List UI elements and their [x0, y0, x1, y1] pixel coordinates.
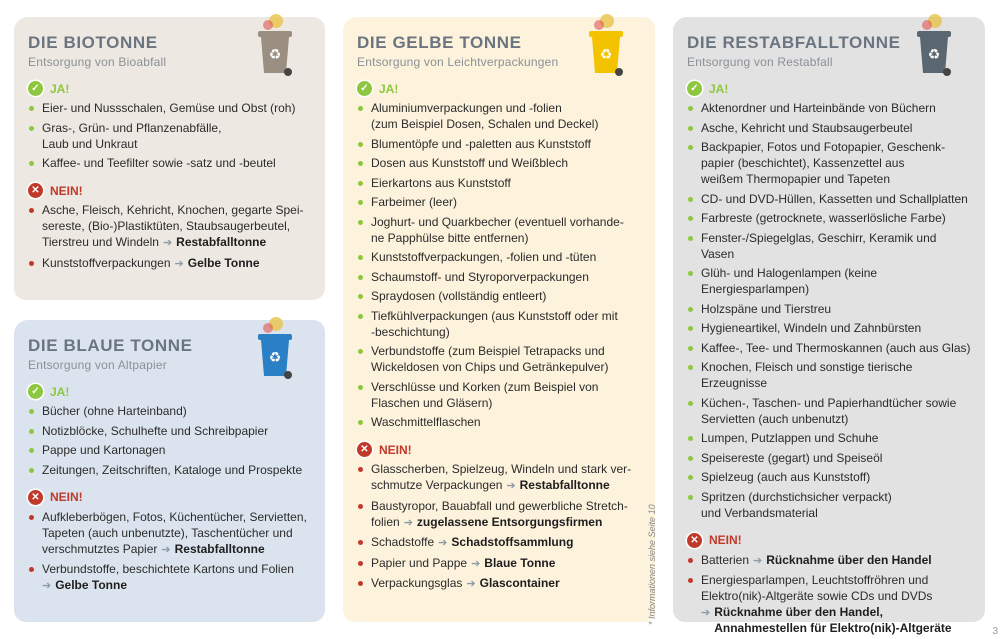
- list-item: [687, 359, 971, 391]
- item-text: Kaffee- und Teefilter sowie -satz und -beutel: [42, 156, 276, 170]
- item-text: Asche, Kehricht und Staubsaugerbeutel: [701, 120, 913, 135]
- ja-label: JA!: [50, 81, 70, 96]
- side-note: * Informationen siehe Seite 10: [647, 504, 657, 625]
- list-item: [687, 395, 971, 427]
- item-text: Spraydosen (vollständig entleert): [371, 289, 547, 303]
- list-item: [28, 155, 311, 171]
- item-text: Verpackungsglas: [371, 576, 463, 590]
- item-text: Aufkleberbögen, Fotos, Küchentücher, Servietten, Tapeten (auch unbenutzte), Taschentücher und verschmutztes Papier: [42, 509, 307, 556]
- list-item: [357, 214, 641, 246]
- ja-list: [28, 100, 311, 171]
- item-text: Verbundstoffe (zum Beispiel Tetrapacks und Wickeldosen von Chips und Getränkepulver): [371, 344, 609, 374]
- item-text: Waschmittelflaschen: [371, 415, 481, 429]
- item-text: Lumpen, Putzlappen und Schuhe: [701, 431, 879, 445]
- cross-icon: ✕: [357, 442, 372, 457]
- list-item: [28, 403, 311, 419]
- list-item: [357, 136, 641, 152]
- item-text: Dosen aus Kunststoff und Weißblech: [371, 156, 569, 170]
- list-item: [357, 288, 641, 304]
- waste-bin-icon: [252, 9, 298, 79]
- nein-heading: [687, 533, 971, 548]
- arrow-icon: ➔: [506, 480, 516, 492]
- ja-label: JA!: [709, 81, 729, 96]
- waste-bin-icon: [911, 9, 957, 79]
- item-target: Rücknahme über den Handel: [766, 552, 932, 567]
- item-text: Küchen-, Taschen- und Papierhandtücher sowie Servietten (auch unbenutzt): [701, 395, 957, 426]
- item-target: Glascontainer: [479, 576, 560, 590]
- arrow-icon: ➔: [471, 557, 481, 570]
- list-item: [357, 534, 641, 551]
- list-item: [357, 194, 641, 210]
- list-item: [28, 462, 311, 478]
- list-item: [357, 461, 641, 494]
- ja-heading: [687, 81, 971, 96]
- item-text: Glasscherben, Spielzeug, Windeln und stark ver- schmutze Verpackungen: [371, 462, 632, 492]
- list-item: [687, 120, 971, 136]
- nein-list: [28, 509, 311, 595]
- list-item: [357, 498, 641, 531]
- check-icon: ✓: [687, 81, 702, 96]
- item-text: Kunststoffverpackungen: [42, 255, 171, 270]
- arrow-icon: ➔: [466, 578, 476, 590]
- list-item: [28, 423, 311, 439]
- svg-text:♻: ♻: [927, 46, 941, 62]
- bin-subtitle: Entsorgung von Restabfall: [687, 55, 833, 69]
- list-item: [687, 469, 971, 485]
- bin-title: DIE BIOTONNE: [28, 33, 158, 52]
- item-target: Restabfalltonne: [519, 478, 610, 492]
- nein-label: NEIN!: [50, 183, 83, 198]
- list-item: [28, 509, 311, 558]
- check-icon: ✓: [28, 384, 43, 399]
- list-item: [687, 265, 971, 297]
- list-item: [357, 379, 641, 411]
- svg-text:♻: ♻: [268, 46, 282, 62]
- item-text: Eierkartons aus Kunststoff: [371, 175, 511, 190]
- item-target: Schadstoffsammlung: [451, 535, 574, 549]
- list-item: [687, 230, 971, 262]
- bin-subtitle: Entsorgung von Bioabfall: [28, 55, 167, 69]
- item-text: Pappe und Kartonagen: [42, 443, 166, 457]
- bin-title: DIE BLAUE TONNE: [28, 336, 193, 355]
- item-text: Blumentöpfe und -paletten aus Kunststoff: [371, 136, 591, 151]
- nein-list: [357, 461, 641, 592]
- arrow-icon: ➔: [161, 543, 171, 556]
- arrow-icon: ➔: [438, 537, 448, 549]
- item-text: Spielzeug (auch aus Kunststoff): [701, 470, 871, 484]
- list-item: [687, 210, 971, 226]
- list-item: [357, 155, 641, 171]
- list-item: [28, 255, 311, 272]
- item-text: CD- und DVD-Hüllen, Kassetten und Schallplatten: [701, 191, 968, 206]
- item-text: Eier- und Nussschalen, Gemüse und Obst (roh): [42, 101, 296, 115]
- ja-heading: [28, 81, 311, 96]
- biotonne-card: [14, 17, 325, 300]
- list-item: [28, 561, 311, 594]
- list-item: [357, 414, 641, 430]
- cross-icon: ✕: [28, 490, 43, 505]
- item-text: Schadstoffe: [371, 535, 435, 549]
- item-text: Glüh- und Halogenlampen (keine Energiesparlampen): [701, 266, 878, 296]
- ja-list: [357, 100, 641, 430]
- item-target: Restabfalltonne: [174, 541, 265, 556]
- list-item: [687, 100, 971, 116]
- list-item: [357, 249, 641, 265]
- item-text: Farbreste (getrocknete, wasserlösliche Farbe): [701, 211, 946, 225]
- nein-label: NEIN!: [379, 442, 412, 457]
- restabfalltonne-card: [673, 17, 985, 635]
- arrow-icon: ➔: [403, 516, 413, 529]
- item-text: Gras-, Grün- und Pflanzenabfälle, Laub und Unkraut: [42, 120, 222, 151]
- item-text: Kunststoffverpackungen, -folien und -tüten: [371, 250, 597, 264]
- nein-heading: [28, 490, 311, 505]
- item-text: Backpapier, Fotos und Fotopapier, Geschenk- papier (beschichtet), Kassenzettel aus weißem Thermopapier und Tapeten: [701, 140, 946, 186]
- list-item: [357, 343, 641, 375]
- svg-text:♻: ♻: [268, 349, 282, 365]
- list-item: [687, 430, 971, 446]
- item-text: Aluminiumverpackungen und -folien (zum Beispiel Dosen, Schalen und Deckel): [371, 101, 599, 131]
- item-text: Energiesparlampen, Leuchtstoffröhren und Elektro(nik)-Altgeräte sowie CDs und DVDs: [701, 573, 933, 603]
- list-item: [687, 552, 971, 569]
- svg-text:♻: ♻: [599, 46, 613, 62]
- item-target: zugelassene Entsorgungsfirmen: [416, 514, 603, 529]
- item-text: Verschlüsse und Korken (zum Beispiel von Flaschen und Gläsern): [371, 379, 599, 410]
- item-text: Aktenordner und Harteinbände von Büchern: [701, 101, 936, 115]
- nein-heading: [28, 183, 311, 198]
- cross-icon: ✕: [28, 183, 43, 198]
- ja-label: JA!: [50, 384, 70, 399]
- item-target: Blaue Tonne: [484, 555, 556, 570]
- item-text: Baustyropor, Bauabfall und gewerbliche Stretch- folien: [371, 498, 628, 529]
- list-item: [687, 320, 971, 336]
- list-item: [357, 308, 641, 340]
- nein-list: [687, 552, 971, 637]
- bin-subtitle: Entsorgung von Leichtverpackungen: [357, 55, 559, 69]
- cross-icon: ✕: [687, 533, 702, 548]
- list-item: [687, 572, 971, 636]
- item-text: Joghurt- und Quarkbecher (eventuell vorhande- ne Papphülse bitte entfernen): [371, 214, 624, 245]
- item-text: Batterien: [701, 552, 750, 567]
- item-text: Fenster-/Spiegelglas, Geschirr, Keramik und Vasen: [701, 230, 937, 261]
- item-target: Gelbe Tonne: [187, 255, 260, 270]
- list-item: [357, 175, 641, 191]
- list-item: [357, 555, 641, 572]
- page-number: 3: [992, 626, 998, 637]
- list-item: [28, 100, 311, 116]
- item-text: Bücher (ohne Harteinband): [42, 404, 187, 418]
- item-text: Farbeimer (leer): [371, 195, 458, 209]
- check-icon: ✓: [357, 81, 372, 96]
- bin-title: DIE GELBE TONNE: [357, 33, 522, 52]
- list-item: [357, 100, 641, 132]
- arrow-icon: ➔: [162, 237, 173, 249]
- ja-list: [28, 403, 311, 478]
- ja-label: JA!: [379, 81, 399, 96]
- item-target: Rücknahme über den Handel, Annahmestellen für Elektro(nik)-Altgeräte: [714, 605, 952, 635]
- bin-title: DIE RESTABFALLTONNE: [687, 33, 901, 52]
- ja-heading: [357, 81, 641, 96]
- nein-label: NEIN!: [50, 490, 83, 504]
- bin-subtitle: Entsorgung von Altpapier: [28, 358, 167, 372]
- list-item: [687, 191, 971, 207]
- item-text: Hygieneartikel, Windeln und Zahnbürsten: [701, 321, 922, 335]
- item-text: Holzspäne und Tierstreu: [701, 301, 832, 316]
- waste-bin-icon: [252, 312, 298, 382]
- list-item: [357, 269, 641, 285]
- item-text: Notizblöcke, Schulhefte und Schreibpapier: [42, 423, 269, 438]
- list-item: [28, 120, 311, 152]
- gelbe-tonne-card: [343, 17, 655, 622]
- item-target: Restabfalltonne: [176, 235, 267, 249]
- item-target: Gelbe Tonne: [55, 578, 128, 592]
- list-item: [28, 442, 311, 458]
- item-text: Schaumstoff- und Styroporverpackungen: [371, 269, 589, 284]
- list-item: [687, 489, 971, 521]
- arrow-icon: ➔: [753, 554, 763, 567]
- ja-list: [687, 100, 971, 521]
- list-item: [687, 340, 971, 356]
- check-icon: ✓: [28, 81, 43, 96]
- item-text: Speisereste (gegart) und Speiseöl: [701, 450, 883, 465]
- nein-list: [28, 202, 311, 272]
- item-text: Verbundstoffe, beschichtete Kartons und Folien: [42, 562, 294, 576]
- item-text: Papier und Pappe: [371, 555, 468, 570]
- arrow-icon: ➔: [174, 257, 184, 270]
- ja-heading: [28, 384, 311, 399]
- nein-label: NEIN!: [709, 533, 742, 547]
- item-text: Spritzen (durchstichsicher verpackt) und Verbandsmaterial: [701, 489, 892, 520]
- arrow-icon: ➔: [42, 580, 52, 592]
- item-text: Kaffee-, Tee- und Thermoskannen (auch aus Glas): [701, 340, 971, 355]
- list-item: [687, 450, 971, 466]
- item-text: Zeitungen, Zeitschriften, Kataloge und Prospekte: [42, 462, 303, 477]
- nein-heading: [357, 442, 641, 457]
- item-text: Asche, Fleisch, Kehricht, Knochen, gegarte Spei- sereste, (Bio-)Plastiktüten, Staubsaugerbeutel, Tierstreu und Windeln: [42, 203, 304, 249]
- waste-bin-icon: [583, 9, 629, 79]
- list-item: [357, 575, 641, 592]
- arrow-icon: ➔: [701, 607, 711, 619]
- blaue-tonne-card: [14, 320, 325, 622]
- item-text: Tiefkühlverpackungen (aus Kunststoff oder mit -beschichtung): [371, 308, 618, 339]
- list-item: [28, 202, 311, 251]
- list-item: [687, 139, 971, 187]
- item-text: Knochen, Fleisch und sonstige tierische Erzeugnisse: [701, 360, 913, 390]
- list-item: [687, 301, 971, 317]
